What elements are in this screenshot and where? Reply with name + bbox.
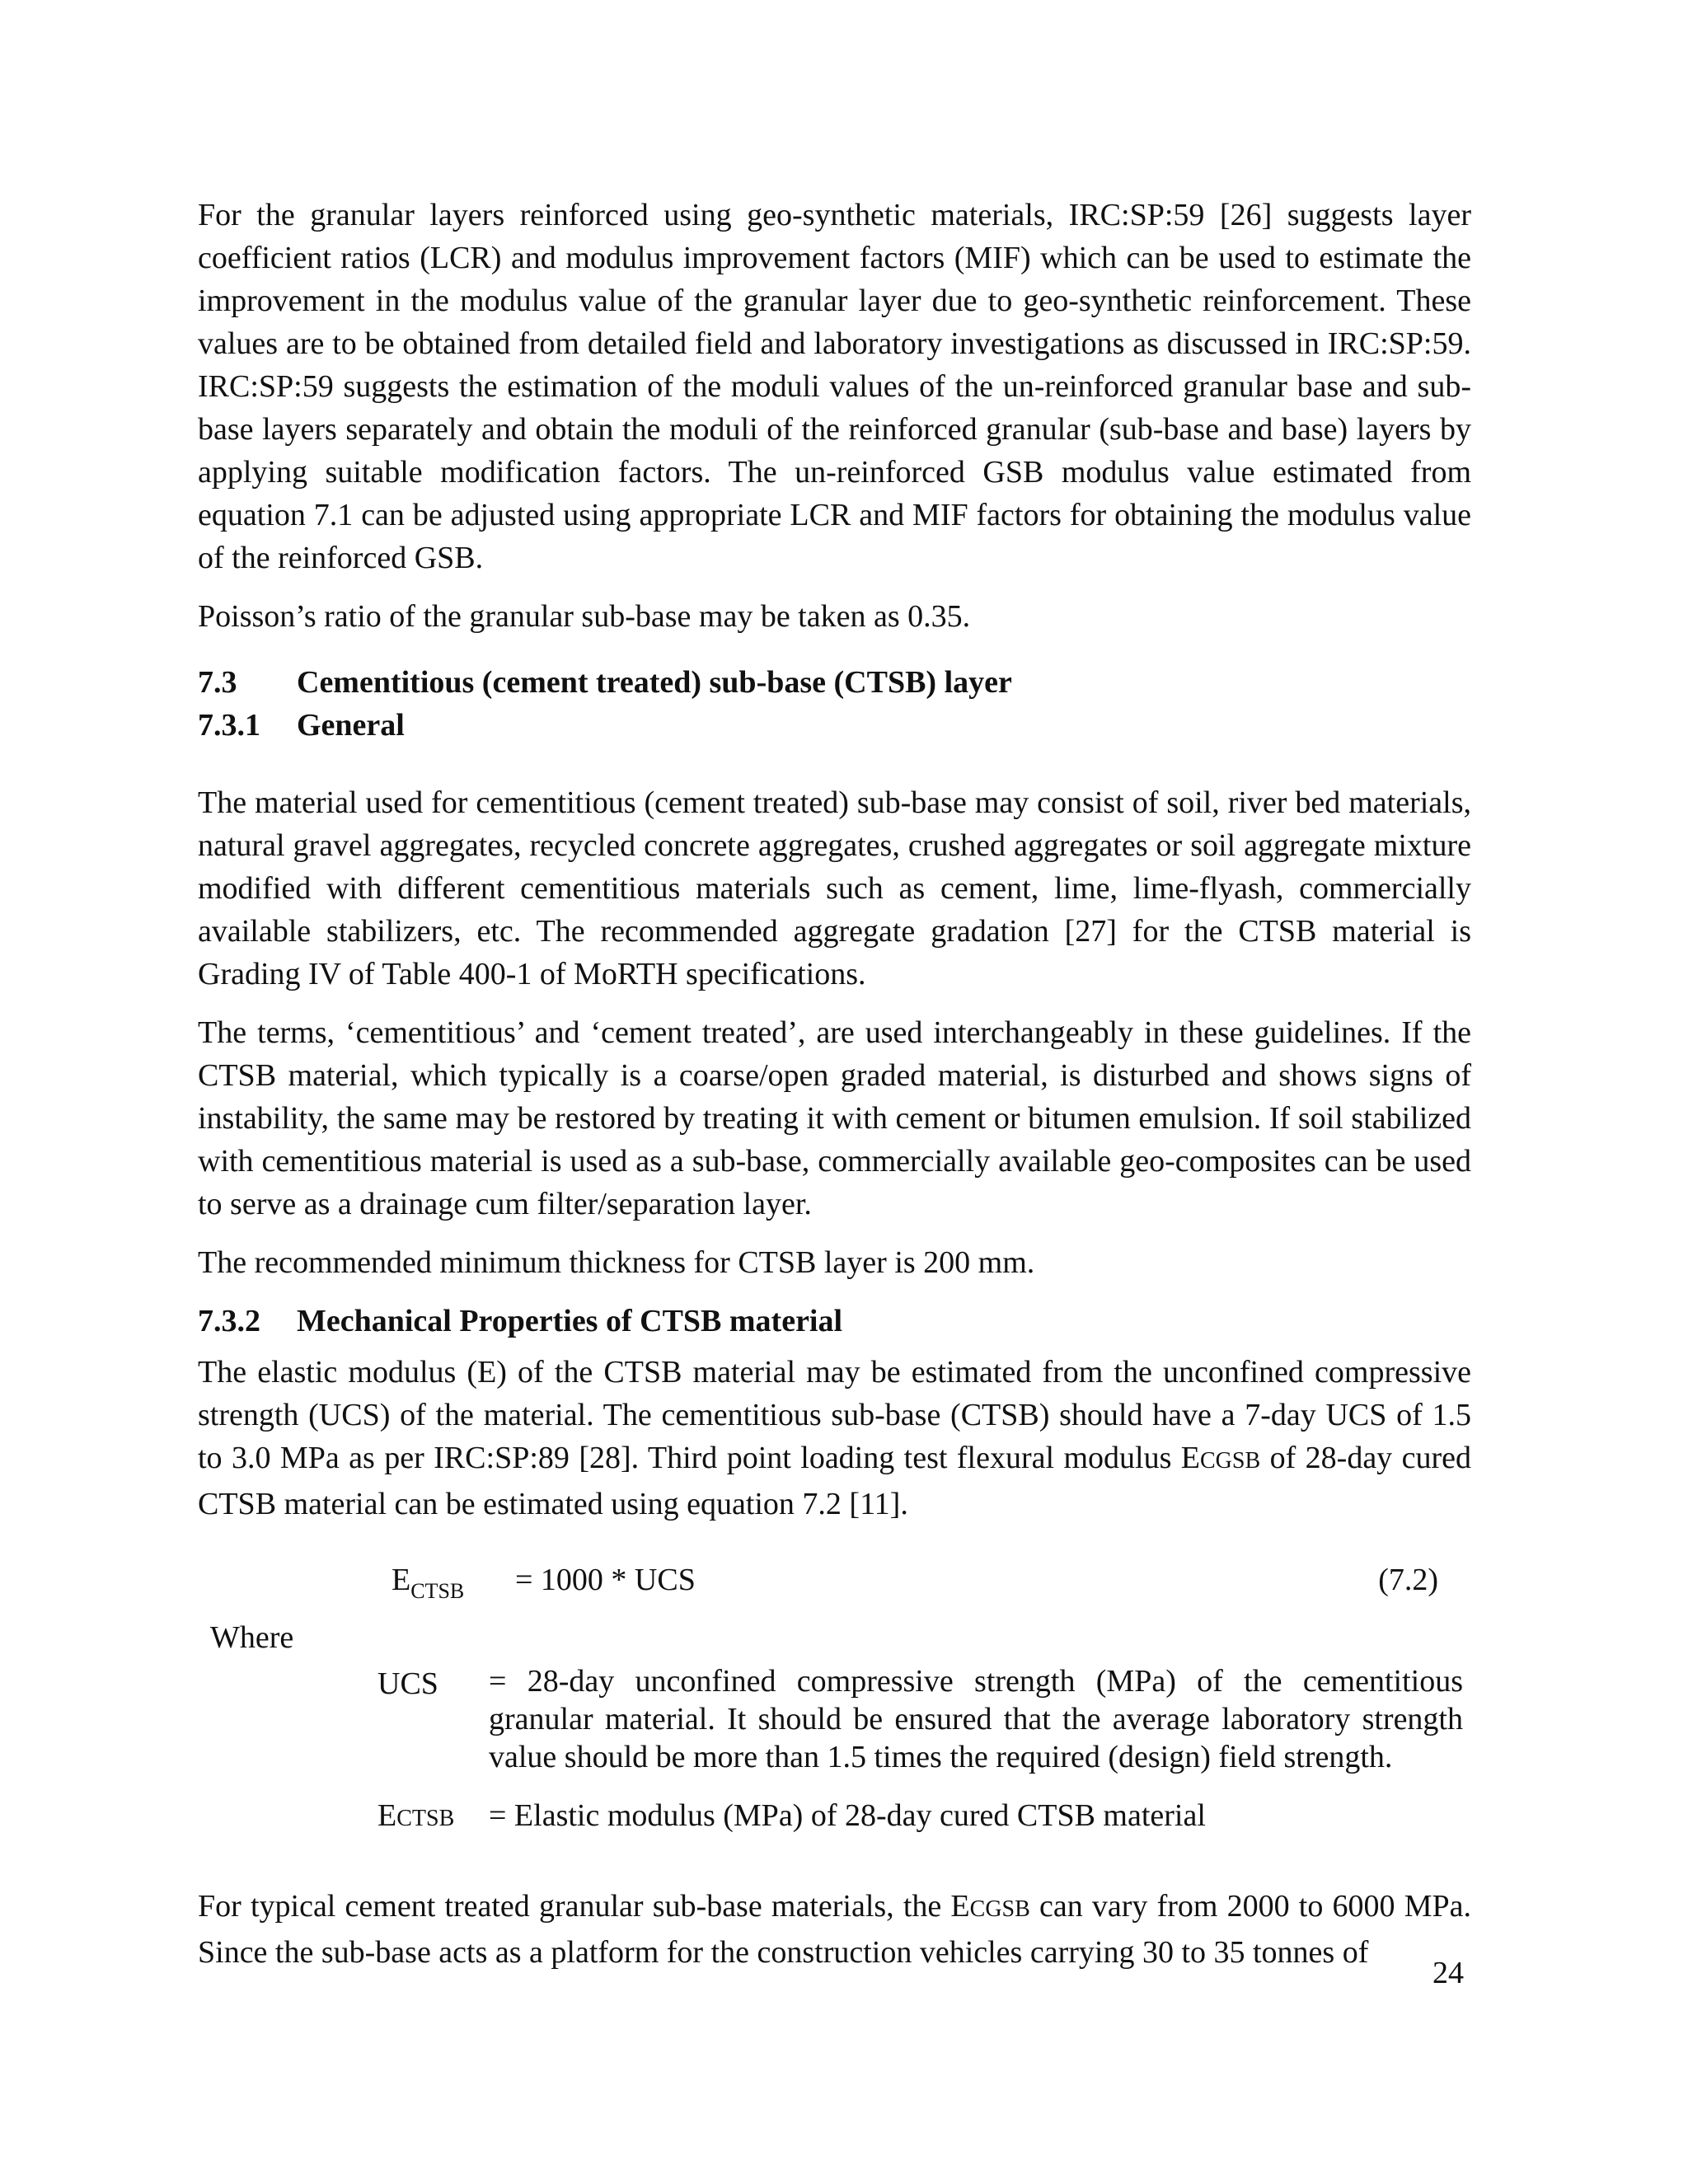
definition-symbol [377, 1794, 454, 1840]
section-number: 7.3 [198, 665, 237, 700]
paragraph-terms: The terms, ‘cementitious’ and ‘cement treated’, are used interchangeably in these guidelines. If the CTSB material, which typically is a coarse/open graded material, is disturbed and shows signs of instability, the same may be restored by treating it with cement or bitumen emulsion. If soil stabilized with cementitious material is used as a sub-base, commercially available geo-composites can be used to serve as a drainage cum filter/separation layer. [198, 1015, 1471, 1221]
symbol-base: E [377, 1798, 397, 1833]
equation-7-2 [198, 1558, 1471, 1608]
paragraph-ctsb-material: The material used for cementitious (cement treated) sub-base may consist of soil, river bed materials, natural gravel aggregates, recycled concrete aggregates, crushed aggregates or soil aggregate mixture modified with different cementitious materials such as cement, lime, lime-flyash, commercially available stabilizers, etc. The recommended aggregate gradation [27] for the CTSB material is Grading IV of Table 400-1 of MoRTH specifications. [198, 785, 1471, 991]
definition-ectsb [198, 1794, 1471, 1837]
equation-symbol: E [392, 1563, 411, 1597]
definition-ucs [198, 1662, 1471, 1776]
section-number: 7.3.1 [198, 708, 260, 743]
symbol-subscript: CTSB [396, 1806, 455, 1831]
section-heading-7-3-1 [198, 704, 1471, 747]
page-number: 24 [1432, 1956, 1464, 1990]
where-label: Where [210, 1620, 294, 1655]
section-title: Cementitious (cement treated) sub-base (CTSB) layer [297, 665, 1012, 700]
document-page [198, 194, 1471, 1990]
paragraph-ecgsb-range [198, 1885, 1471, 1974]
paragraph-elastic-modulus [198, 1351, 1471, 1526]
paragraph-poisson-ratio: Poisson’s ratio of the granular sub-base may be taken as 0.35. [198, 599, 971, 634]
text-run: of 28-day cured CTSB material can be estimated using equation 7.2 [11]. [198, 1441, 1472, 1521]
text-run: For typical cement treated granular sub-base materials, the E [198, 1889, 970, 1924]
equation-subscript: CTSB [410, 1579, 465, 1603]
definition-text: = 28-day unconfined compressive strength (MPa) of the cementitious granular material. It should be ensured that the average laboratory strength value should be more than 1.5 times the required (design) field strength. [489, 1664, 1463, 1774]
definition-symbol: UCS [377, 1666, 438, 1701]
section-number: 7.3.2 [198, 1304, 260, 1338]
paragraph-min-thickness: The recommended minimum thickness for CTSB layer is 200 mm. [198, 1245, 1035, 1280]
section-heading-7-3-2 [198, 1300, 1471, 1343]
section-heading-7-3 [198, 661, 1471, 704]
subscript-text: CGSB [969, 1896, 1030, 1922]
subscript-text: CGSB [1200, 1448, 1261, 1474]
section-title: General [297, 708, 405, 743]
section-heading-group [198, 661, 1471, 747]
definition-text: = Elastic modulus (MPa) of 28-day cured CTSB material [489, 1798, 1206, 1833]
where-label-row [198, 1616, 1471, 1659]
equation-rhs: = 1000 * UCS [515, 1563, 696, 1597]
text-run: The elastic modulus (E) of the CTSB material may be estimated from the unconfined compressive strength (UCS) of the material. The cementitious sub-base (CTSB) should have a 7-day UCS of 1.5 to 3.0 MPa as per IRC:SP:89 [28]. Third point loading test flexural modulus E [198, 1355, 1471, 1475]
equation-number: (7.2) [1378, 1563, 1438, 1597]
section-title: Mechanical Properties of CTSB material [297, 1304, 843, 1338]
paragraph-geosynthetic: For the granular layers reinforced using geo-synthetic materials, IRC:SP:59 [26] suggests layer coefficient ratios (LCR) and modulus improvement factors (MIF) which can be used to estimate the improvement in the modulus value of the granular layer due to geo-synthetic reinforcement. These values are to be obtained from detailed field and laboratory investigations as discussed in IRC:SP:59. IRC:SP:59 suggests the estimation of the moduli values of the un-reinforced granular base and sub-base layers separately and obtain the moduli of the reinforced granular (sub-base and base) layers by applying suitable modification factors. The un-reinforced GSB modulus value estimated from equation 7.1 can be adjusted using appropriate LCR and MIF factors for obtaining the modulus value of the reinforced GSB. [198, 198, 1471, 575]
equation-lhs [392, 1558, 464, 1613]
text-run: can vary from 2000 to 6000 MPa. Since the sub-base acts as a platform for the construction vehicles carrying 30 to 35 tonnes of [198, 1889, 1472, 1970]
